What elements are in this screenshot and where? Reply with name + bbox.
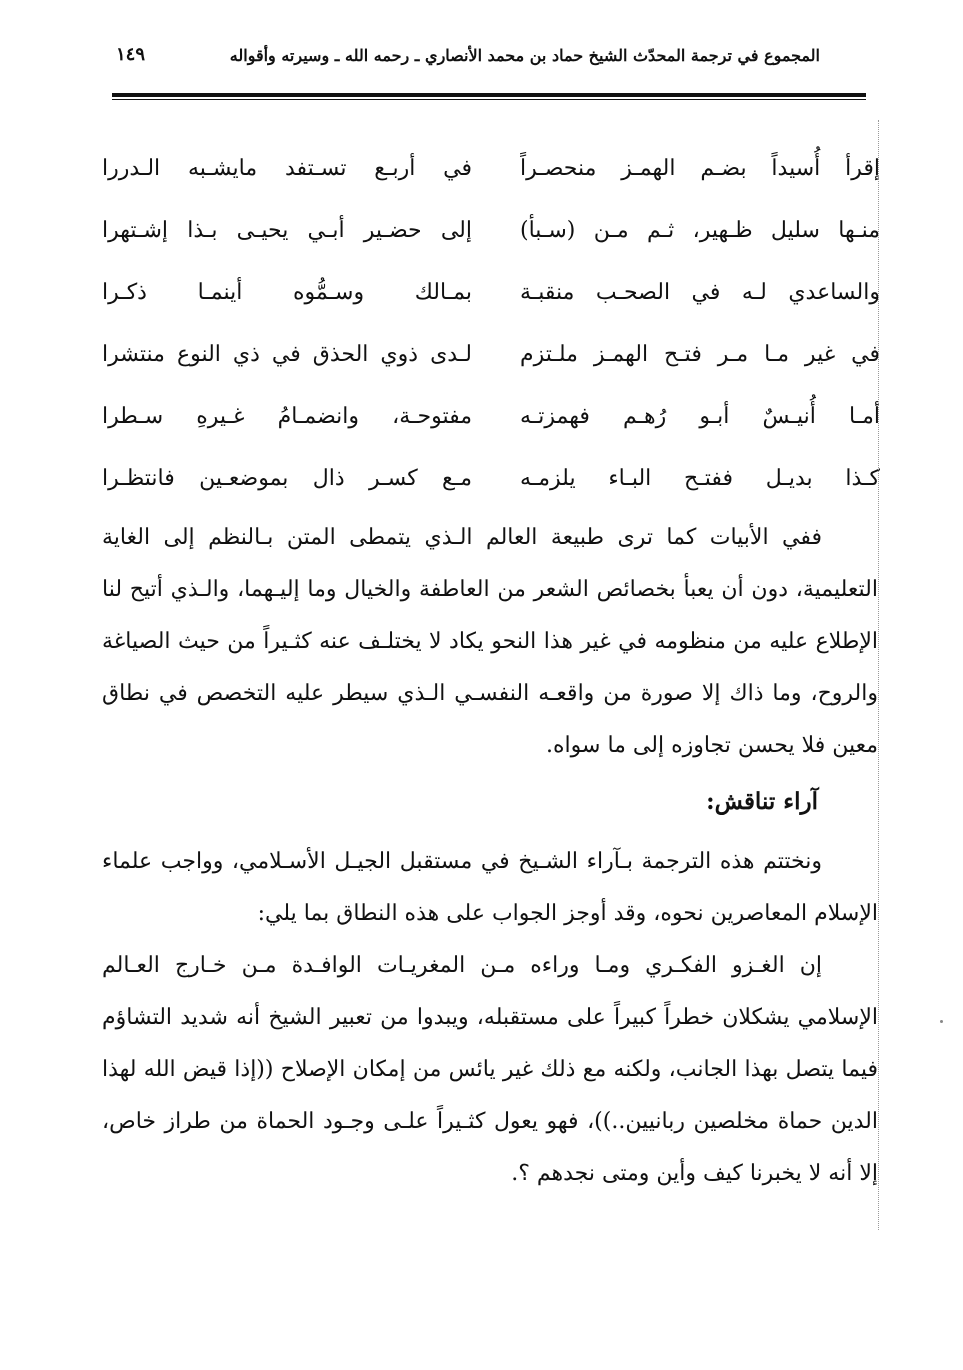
poem-verse [102,138,880,200]
page-number: ١٤٩ [116,44,146,65]
verse-second-hemistich: مفتوحـة، وانضمـامُ غـيرهِ سـطرا [102,404,472,429]
verse-first-hemistich: كـذا بديـل ففتـح البـاء يلزمـه [520,466,880,491]
verse-second-hemistich: لـدى ذوي الحذق في ذي النوع منتشرا [102,342,472,367]
verse-second-hemistich: في أربـع تسـتفد مايشـبه الـدررا [102,156,472,181]
poem-verse [102,324,880,386]
poem-block [102,138,880,510]
poem-verse [102,262,880,324]
verse-first-hemistich: إقرأ أُسيداً بضـم الهمـز منحصـراً [520,156,880,181]
verse-second-hemistich: مـع كسـر ذال بموضعـين فانتظـرا [102,466,472,491]
body-paragraph-commentary: ففي الأبيات كما ترى طبيعة العالم الـذي يتمطى المتن بـالنظم إلى الغاية التعليمية، دون أن يعبأ بخصائص الشعر من العاطفة والخيال وما إليـهما، والـذي أتيح لنا الإطلاع عليه من منظومه في غير هذا النحو يكاد لا يختلـف عنه كثـيراً من حيث الصياغة والروح، وما ذاك إلا صورة من واقعـه النفسـي الـذي سيطر عليه التخصص في نطاق معين فلا يحسن تجاوزه إلى ما سواه. [102,525,878,758]
scan-margin-dots [878,120,879,1230]
verse-first-hemistich: منـها سليل ظـهير، ثـم مـن (سـبأ) [520,218,880,243]
section-heading: آراء تناقش: [706,788,818,815]
body-paragraph-intro: ونختتم هذه الترجمة بـآراء الشـيخ في مستقبل الجيـل الأسـلامي، وواجب علماء الإسلام المعاصرين نحوه، وقد أوجز الجواب على هذه النطاق بما يلي: [102,849,878,926]
poem-verse [102,448,880,510]
poem-verse [102,386,880,448]
scan-speck [940,1020,943,1023]
verse-first-hemistich: في غير مـا مـر فتـح الهمـز ملـتزم [520,342,880,367]
poem-verse [102,200,880,262]
verse-second-hemistich: بمـالك وسـمُّوه أينمـا ذكـرا [102,280,472,305]
running-title: المجموع في ترجمة المحدّث الشيخ حماد بن محمد الأنصاري ـ رحمه الله ـ وسيرته وأقواله [229,46,820,65]
verse-first-hemistich: والساعدي لـه في الصحـب منقبـة [520,280,880,305]
page-header [108,42,820,72]
verse-first-hemistich: أمـا أُنيـسٌ أبـو رُهـم فهمزتـه [520,404,880,429]
header-rule-thick [112,93,866,97]
body-paragraph-views: إن الغـزو الفكـري ومـا وراءه مـن المغريـات الوافـدة مـن خـارج العـالم الإسلامي يشكلان خطراً كبيراً على مستقبله، ويبدوا من تعبير الشيخ أنه شديد التشاؤم فيما يتصل بهذا الجانب، ولكنه مع ذلك غير يائس من إمكان الإصلاح ((إذا قيض الله لهذا الدين حماة مخلصين ربانيين..))، فهو يعول كثـيراً علـى وجـود الحماة من طراز خاص، إلا أنه لا يخبرنا كيف وأين ومتى نجدهم ؟. [102,953,878,1186]
header-rule-thin [112,99,866,100]
verse-second-hemistich: إلى حضـير أبـي يحيـى بـذا إشـتهرا [102,218,472,243]
